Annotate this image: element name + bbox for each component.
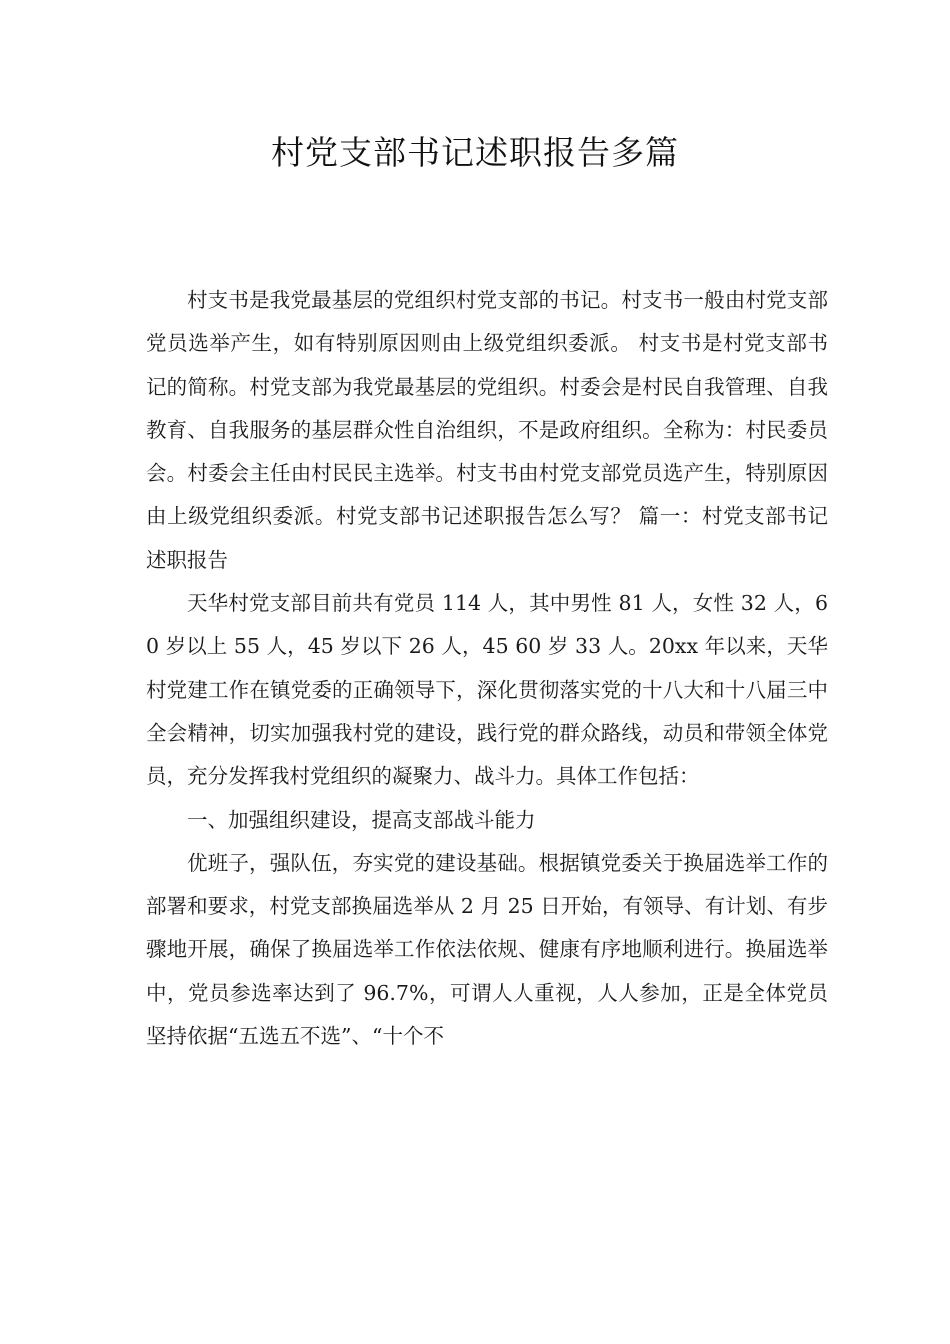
document-title: 村党支部书记述职报告多篇: [271, 133, 679, 172]
paragraph-organization: 优班子，强队伍，夯实党的建设基础。根据镇党委关于换届选举工作的部署和要求，村党支部换届选举从 2 月 25 日开始，有领导、有计划、有步骤地开展，确保了换届选举工作依法依规、健康有序地顺利进行。换届选举中，党员参选率达到了 96.7%，可谓人人重视，人人参加，正是全体党员坚持依据“五选五不选”、“十个不: [146, 850, 828, 1049]
paragraph-overview: 天华村党支部目前共有党员 114 人，其中男性 81 人，女性 32 人，60 岁以上 55 人，45 岁以下 26 人，45 60 岁 33 人。20xx 年以来，天华村党建工作在镇党委的正确领导下，深化贯彻落实党的十八大和十八届三中全会精神，切实加强我村党的建设，践行党的群众路线，动员和带领全体党员，充分发挥我村党组织的凝聚力、战斗力。具体工作包括：: [146, 591, 828, 789]
section-heading: 一、加强组织建设，提高支部战斗能力: [187, 807, 536, 832]
document-body: [146, 279, 828, 1058]
paragraph-intro: 村支书是我党最基层的党组织村党支部的书记。村支书一般由村党支部党员选举产生，如有特别原因则由上级党组织委派。 村支书是村党支部书记的简称。村党支部为我党最基层的党组织。村委会是村民自我管理、自我教育、自我服务的基层群众性自治组织，不是政府组织。全称为：村民委员会。村委会主任由村民民主选举。村支书由村党支部党员选产生，特别原因由上级党组织委派。村党支部书记述职报告怎么写？ 篇一：村党支部书记述职报告: [146, 288, 828, 572]
